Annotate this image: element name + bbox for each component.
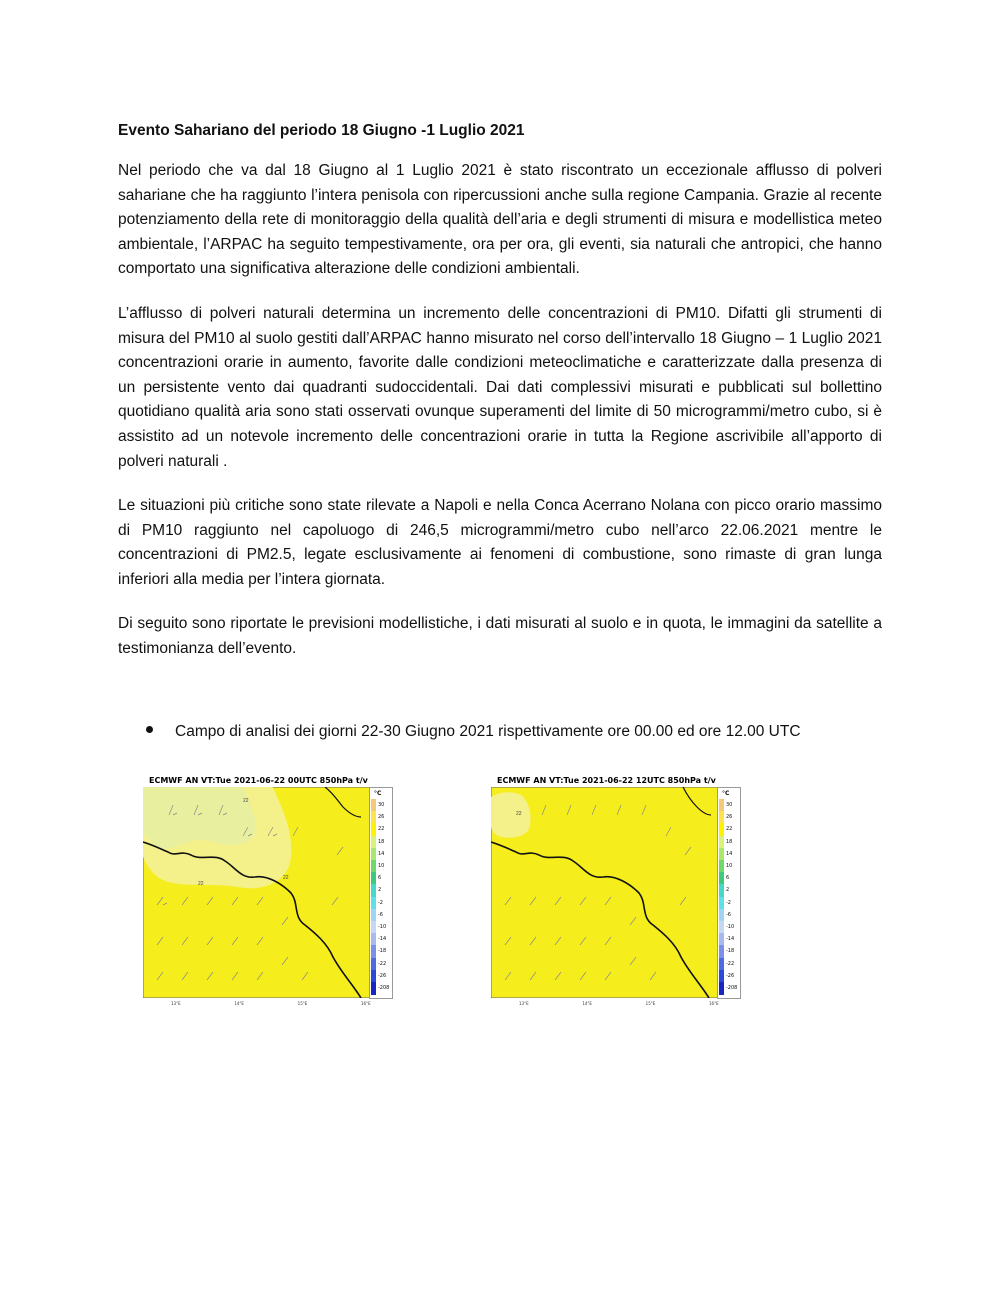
legend-item <box>371 872 391 885</box>
legend-label: 22 <box>378 826 385 833</box>
legend-item <box>719 799 739 812</box>
x-tick-label: 13°E <box>519 1001 529 1006</box>
x-tick-label: 16°E <box>709 1001 719 1006</box>
contour-label: 22 <box>283 875 289 881</box>
legend-item <box>719 872 739 885</box>
legend-label: -10 <box>378 924 387 930</box>
legend-label: -26 <box>378 972 387 979</box>
paragraph-2: L’afflusso di polveri naturali determina un incremento delle concentrazioni di PM10. Difatti gli strumenti di misura del PM10 al suolo gestiti dall’ARPAC hanno misurato nel corso dell’intervallo 18 Giugno – 1 Luglio 2021 concentrazioni orarie in aumento, favorite dalle condizioni meteoclimatiche e caratterizzate dalla presenza di un persistente vento dai quadranti sudoccidentali. Dai dati complessivi misurati e pubblicati sul bollettino quotidiano qualità aria sono stati osservati ovunque superamenti del limite di 50 microgrammi/metro cubo, si è assistito ad un notevole incremento delle concentrazioni orarie in tutta la Regione ascrivibile all’apporto di polveri naturali . <box>118 305 882 470</box>
legend-label: -6 <box>378 911 383 918</box>
legend-label: -14 <box>726 936 735 943</box>
legend-swatch <box>719 860 724 873</box>
legend-item <box>371 945 391 958</box>
legend-item <box>719 836 739 849</box>
legend-swatch <box>371 958 376 971</box>
legend-swatch <box>371 970 376 983</box>
legend-item <box>371 982 391 995</box>
legend-item <box>719 848 739 861</box>
map-field-image <box>143 787 371 998</box>
x-tick-label: 15°E <box>645 1001 656 1006</box>
legend-label: 30 <box>378 802 385 808</box>
legend-swatch <box>371 945 376 958</box>
legend-label: -18 <box>378 948 387 955</box>
legend-label: 14 <box>726 850 733 857</box>
legend-label: -22 <box>726 960 735 967</box>
legend-item <box>371 823 391 836</box>
legend-swatch <box>719 933 724 946</box>
legend-item <box>719 970 739 983</box>
legend-item <box>371 897 391 910</box>
legend-label: -6 <box>726 911 731 918</box>
legend-swatch <box>371 860 376 873</box>
legend-item <box>719 933 739 946</box>
legend-swatch <box>719 982 724 995</box>
x-tick-label: 13°E <box>171 1001 181 1006</box>
legend-swatch <box>371 933 376 946</box>
paragraph-4: Di seguito sono riportate le previsioni modellistiche, i dati misurati al suolo e in quota, le immagini da satellite a testimonianza dell’evento. <box>118 615 882 657</box>
legend-swatch <box>719 945 724 958</box>
legend-swatch <box>719 836 724 849</box>
legend-item <box>371 860 391 873</box>
legend-item <box>719 921 739 934</box>
map-title: ECMWF AN VT:Tue 2021-06-22 12UTC 850hPa t/v <box>497 776 716 785</box>
legend-label: -18 <box>726 948 735 955</box>
map-title: ECMWF AN VT:Tue 2021-06-22 00UTC 850hPa t/v <box>149 776 368 785</box>
legend-label: -10 <box>726 924 735 930</box>
legend-swatch <box>719 823 724 836</box>
legend-label: -14 <box>378 936 387 943</box>
legend-swatch <box>371 897 376 910</box>
legend-item <box>371 921 391 934</box>
legend-swatch <box>719 921 724 934</box>
legend-item <box>371 958 391 971</box>
legend-label: 6 <box>378 875 382 882</box>
weather-map-00utc <box>143 776 393 1004</box>
legend-item <box>719 982 739 995</box>
x-axis-ticks <box>143 1001 371 1007</box>
paragraph-3: Le situazioni più critiche sono state rilevate a Napoli e nella Conca Acerrano Nolana con picco orario massimo di PM10 raggiunto nel capoluogo di 246,5 microgrammi/metro cubo nell’arco 22.06.2021 mentre le concentrazioni di PM2.5, legate esclusivamente ai fenomeni di combustione, sono rimaste di gran lunga inferiori alla media per l’intera giornata. <box>118 497 882 588</box>
legend-swatch <box>719 909 724 922</box>
legend-swatch <box>719 958 724 971</box>
map-field-image <box>491 787 719 998</box>
legend-label: -26 <box>726 972 735 979</box>
legend-swatch <box>719 872 724 885</box>
x-tick-label: 16°E <box>361 1001 371 1006</box>
legend-swatch <box>371 872 376 885</box>
legend-label: -2 <box>378 899 383 906</box>
legend-item <box>371 811 391 824</box>
legend-label: 26 <box>378 814 385 821</box>
temperature-legend <box>369 787 393 999</box>
bullet-dot-icon <box>146 726 153 733</box>
legend-label: -2 <box>726 899 731 906</box>
legend-label: 18 <box>726 838 733 845</box>
legend-swatch <box>371 884 376 897</box>
legend-swatch <box>719 970 724 983</box>
legend-label: -22 <box>378 960 387 967</box>
legend-label: 18 <box>378 838 385 845</box>
document-title: Evento Sahariano del periodo 18 Giugno -1 Luglio 2021 <box>118 122 525 139</box>
legend-swatch <box>719 884 724 897</box>
legend-item <box>371 836 391 849</box>
temperature-legend <box>717 787 741 999</box>
legend-label: 14 <box>378 850 385 857</box>
legend-label: 26 <box>726 814 733 821</box>
x-axis-ticks <box>491 1001 719 1007</box>
legend-unit: °C <box>722 790 730 797</box>
legend-swatch <box>371 848 376 861</box>
legend-item <box>719 897 739 910</box>
legend-swatch <box>719 811 724 824</box>
legend-label: 30 <box>726 802 733 808</box>
legend-swatch <box>371 823 376 836</box>
x-tick-label: 14°E <box>234 1001 244 1006</box>
contour-label: 22 <box>198 881 204 887</box>
legend-item <box>719 884 739 897</box>
legend-unit: °C <box>374 790 382 797</box>
contour-label: 22 <box>243 798 249 804</box>
legend-item <box>371 970 391 983</box>
legend-swatch <box>371 909 376 922</box>
contour-label: 22 <box>516 811 522 817</box>
legend-item <box>371 909 391 922</box>
legend-item <box>719 958 739 971</box>
x-tick-label: 14°E <box>582 1001 592 1006</box>
legend-swatch <box>371 811 376 824</box>
legend-swatch <box>719 848 724 861</box>
legend-label: -208 <box>726 985 738 991</box>
legend-item <box>719 909 739 922</box>
legend-label: 2 <box>378 887 382 894</box>
paragraph-1: Nel periodo che va dal 18 Giugno al 1 Luglio 2021 è stato riscontrato un eccezionale afflusso di polveri sahariane che ha raggiunto l’intera penisola con ripercussioni anche sulla regione Campania. Grazie al recente potenziamento della rete di monitoraggio della qualità dell’aria e degli strumenti di misura e modellistica meteo ambientale, l’ARPAC ha seguito tempestivamente, ora per ora, gli eventi, sia naturali che antropici, che hanno comportato una significativa alterazione delle condizioni ambientali. <box>118 162 882 278</box>
legend-swatch <box>371 921 376 934</box>
legend-item <box>371 933 391 946</box>
legend-item <box>371 799 391 812</box>
legend-swatch <box>371 836 376 849</box>
legend-swatch <box>719 897 724 910</box>
legend-item <box>719 860 739 873</box>
x-tick-label: 15°E <box>297 1001 308 1006</box>
legend-label: 6 <box>726 875 730 882</box>
legend-swatch <box>719 799 724 812</box>
bullet-text: Campo di analisi dei giorni 22-30 Giugno 2021 rispettivamente ore 00.00 ed ore 12.00 UTC <box>175 723 801 740</box>
legend-label: 2 <box>726 887 730 894</box>
legend-label: 22 <box>726 826 733 833</box>
legend-label: 10 <box>726 863 733 869</box>
legend-item <box>719 945 739 958</box>
weather-map-12utc <box>491 776 741 1004</box>
legend-label: -208 <box>378 985 390 991</box>
legend-item <box>719 823 739 836</box>
legend-item <box>371 884 391 897</box>
legend-item <box>371 848 391 861</box>
legend-swatch <box>371 799 376 812</box>
bullet-item <box>146 721 801 743</box>
legend-item <box>719 811 739 824</box>
legend-label: 10 <box>378 863 385 869</box>
legend-swatch <box>371 982 376 995</box>
